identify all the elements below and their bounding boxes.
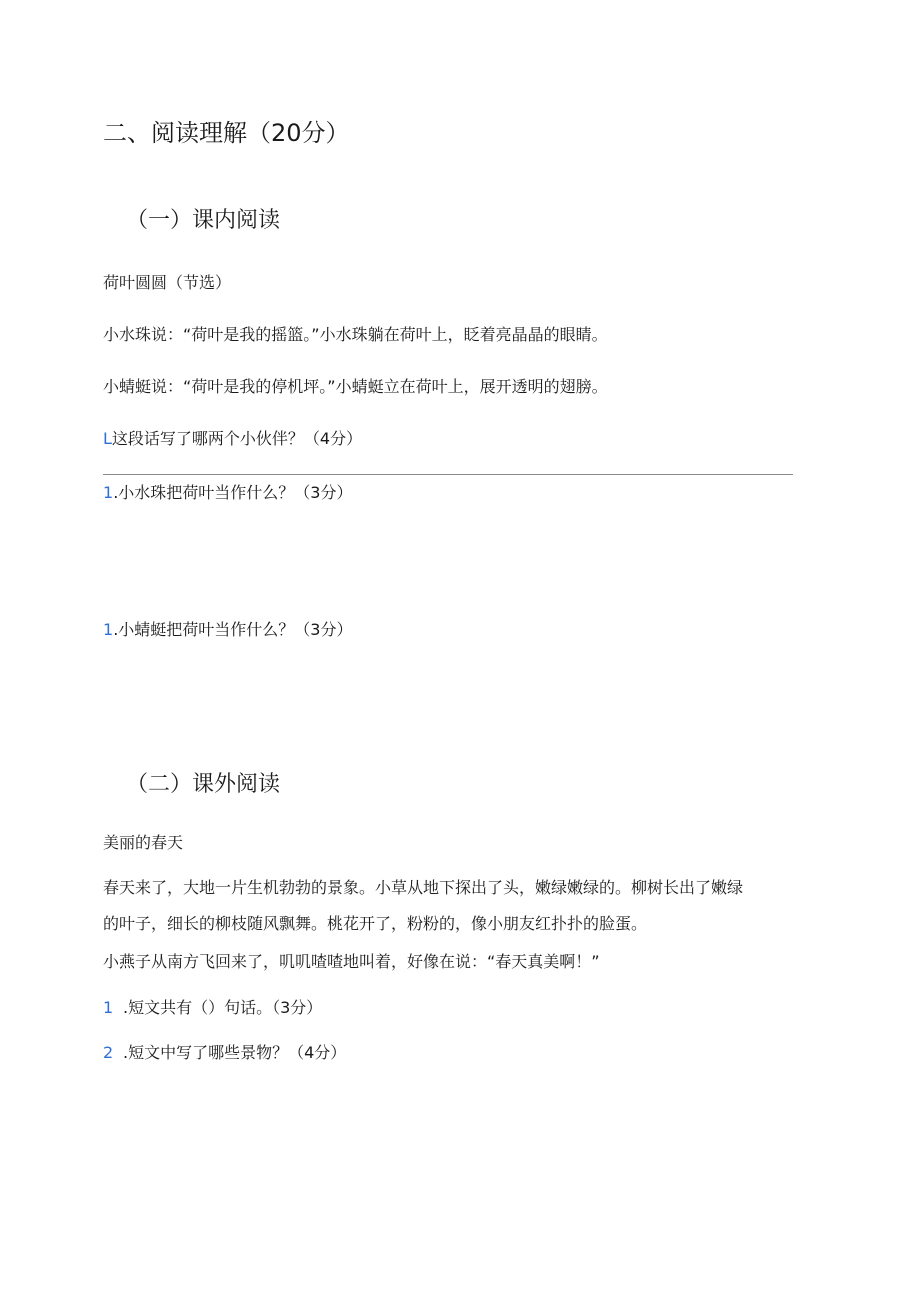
question-number: 1 [103,620,114,639]
question-text: .短文共有（）句话。（3分） [123,998,323,1017]
part2-line-1: 春天来了，大地一片生机勃勃的景象。小草从地下探出了头，嫩绿嫩绿的。柳树长出了嫩绿 [103,878,744,897]
question-text: 这段话写了哪两个小伙伴？（4分） [111,429,363,448]
part1-question-1 [103,428,362,450]
section-title: 二、阅读理解（20分） [103,119,350,147]
question-number: L [103,429,112,448]
question-number: 1 [103,483,114,502]
part2-question-2 [103,1042,346,1064]
part1-heading: （一）课内阅读 [126,208,281,233]
question-text: .短文中写了哪些景物？（4分） [123,1043,347,1062]
part2-line-3: 小燕子从南方飞回来了，叽叽喳喳地叫着，好像在说：“春天真美啊！” [103,952,600,971]
question-text: .小蜻蜓把荷叶当作什么？（3分） [113,620,353,639]
part1-line-1: 小水珠说：“荷叶是我的摇篮。”小水珠躺在荷叶上，眨着亮晶晶的眼睛。 [103,325,608,344]
part1-line-2: 小蜻蜓说：“荷叶是我的停机坪。”小蜻蜓立在荷叶上，展开透明的翅膀。 [103,377,608,396]
part2-question-1 [103,997,322,1019]
part1-question-3 [103,619,352,641]
part2-line-2: 的叶子，细长的柳枝随风飘舞。桃花开了，粉粉的，像小朋友红扑扑的脸蛋。 [103,914,648,933]
part2-passage-title: 美丽的春天 [103,833,184,852]
part2-heading: （二）课外阅读 [126,772,281,797]
part1-passage-title: 荷叶圆圆（节选） [103,273,232,292]
part1-question-2 [103,482,352,504]
question-number: 1 [103,998,114,1017]
question-text: .小水珠把荷叶当作什么？（3分） [113,483,353,502]
question-number: 2 [103,1043,114,1062]
answer-line [103,474,793,475]
